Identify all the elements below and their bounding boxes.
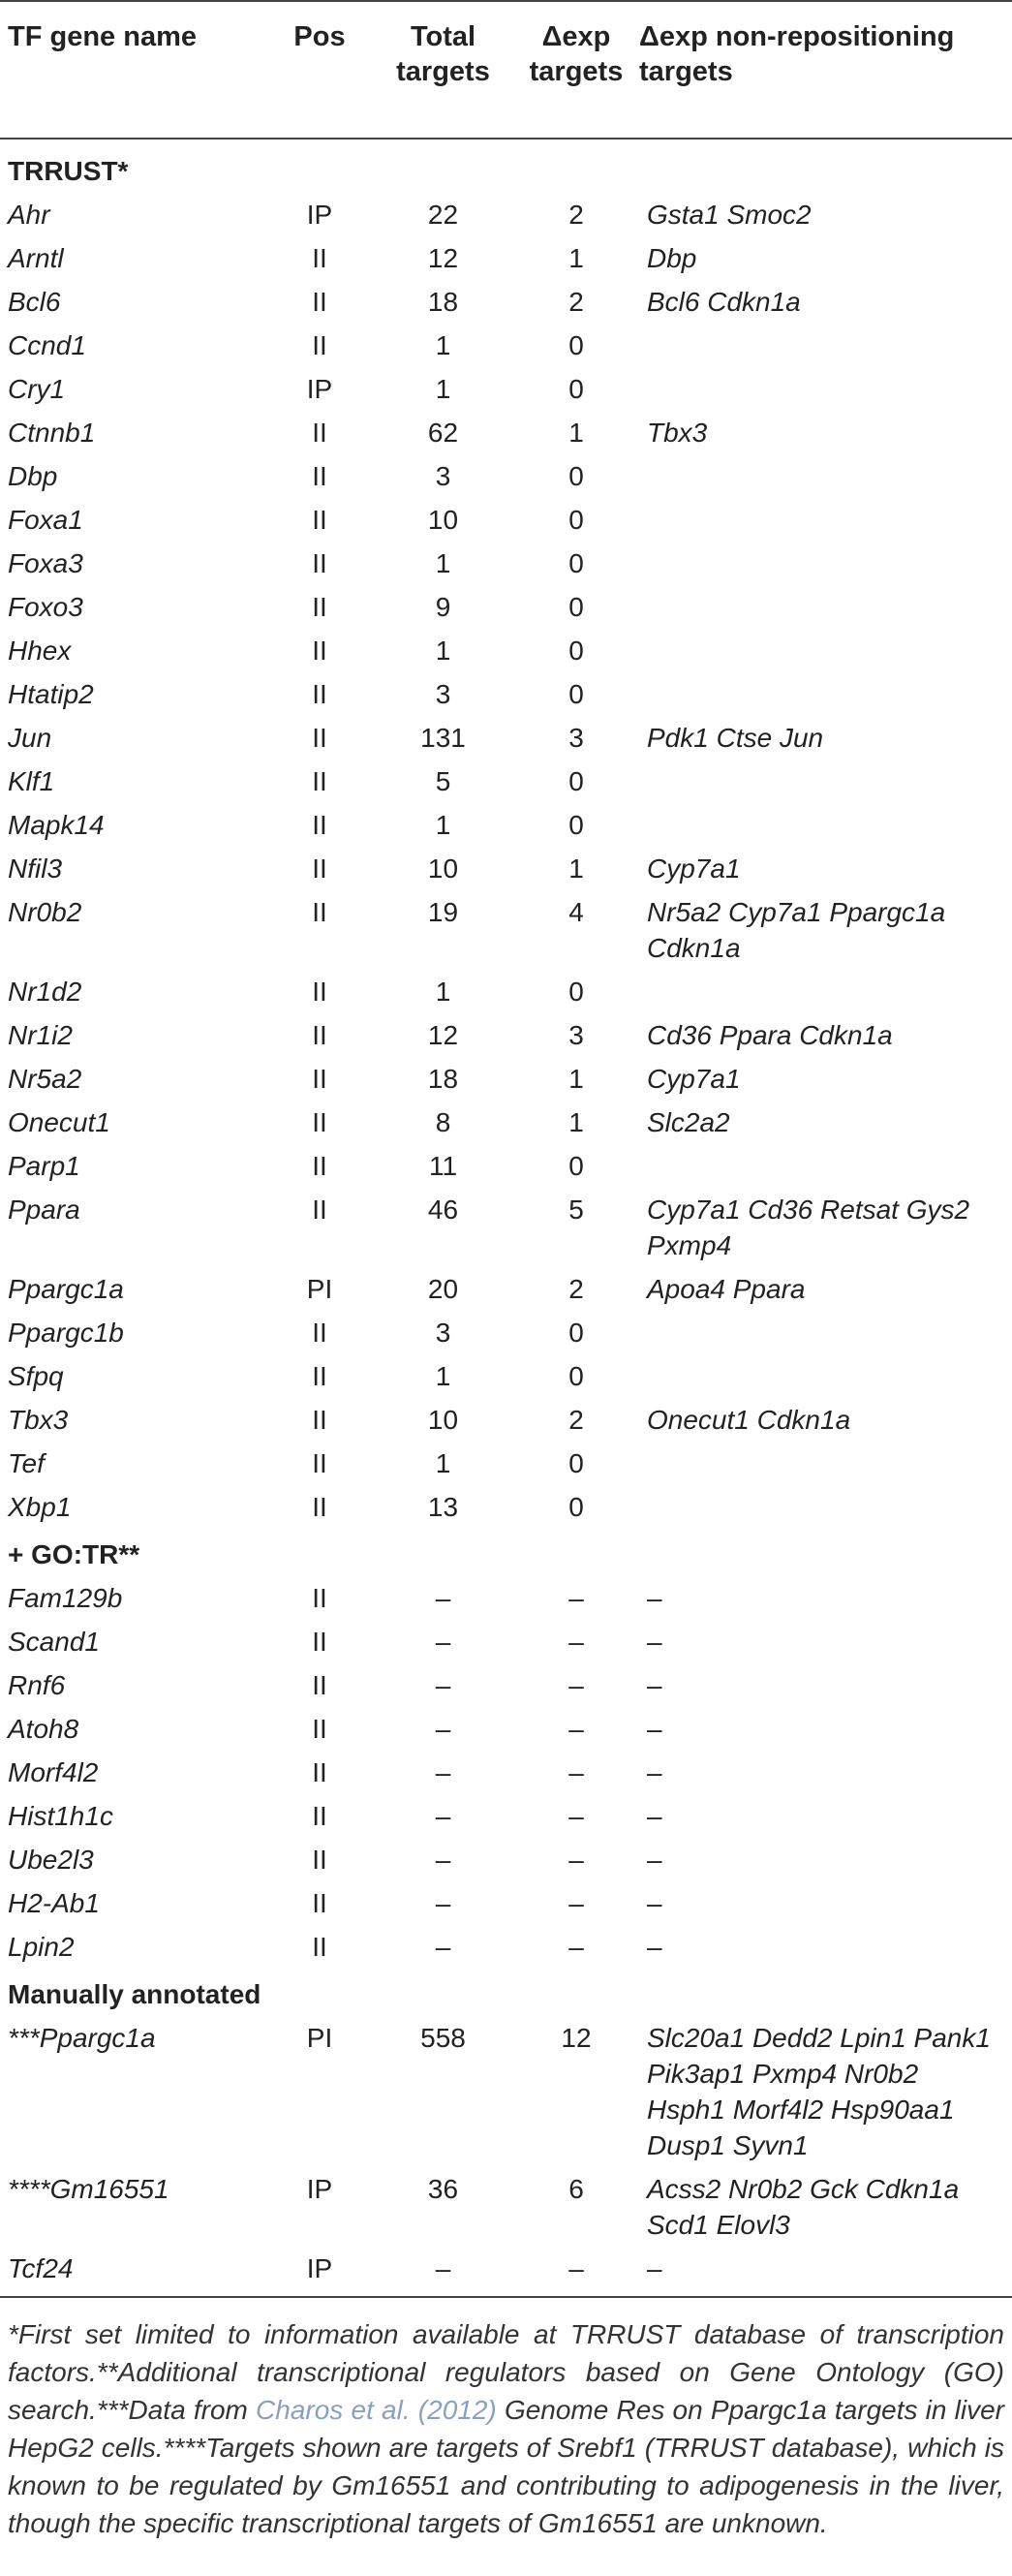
cell-pos: II [312,461,327,491]
cell-total-targets: 13 [427,1492,459,1522]
table-row [0,629,1012,672]
cell-tf-gene-name: Foxo3 [8,592,83,622]
table-row [0,1663,1012,1707]
table-row [0,1398,1012,1442]
cell-dexp-nonrepositioning-targets: Cyp7a1 [647,853,741,884]
table-row [0,847,1012,890]
section-title: + GO:TR** [8,1539,140,1569]
cell-total-targets: 3 [435,461,451,491]
cell-dexp-nonrepositioning-targets: Cd36 Ppara Cdkn1a [647,1020,893,1050]
cell-tf-gene-name: Dbp [8,461,58,491]
cell-total-targets: 1 [435,1448,451,1478]
table-row [0,498,1012,542]
cell-pos: II [312,1448,327,1478]
cell-pos: IP [306,2174,333,2204]
cell-dexp-targets: 0 [568,1361,584,1391]
cell-dexp-nonrepositioning-targets: – [647,1670,662,1700]
table-row [0,367,1012,411]
header-dexp-nonrepositioning-targets: Δexp non-repositioning targets [639,1,1012,139]
cell-tf-gene-name: Klf1 [8,766,55,796]
cell-dexp-nonrepositioning-targets [639,970,1012,1013]
cell-total-targets: – [435,1845,451,1875]
cell-pos: IP [306,374,333,404]
cell-total-targets: – [435,1714,451,1744]
cell-dexp-nonrepositioning-targets: – [647,1627,662,1657]
cell-dexp-nonrepositioning-targets: – [647,1801,662,1831]
cell-pos: II [312,1757,327,1787]
cell-dexp-targets: 1 [568,418,584,448]
table-row [0,1057,1012,1101]
cell-pos: II [312,243,327,273]
cell-pos: II [312,1583,327,1613]
cell-tf-gene-name: Ppargc1a [8,1274,124,1304]
table-row [0,716,1012,760]
table-row [0,760,1012,803]
cell-dexp-targets: – [568,1583,584,1613]
cell-pos: II [312,548,327,578]
cell-tf-gene-name: Nr5a2 [8,1064,82,1094]
cell-tf-gene-name: Arntl [8,243,64,273]
cell-dexp-nonrepositioning-targets: – [639,2247,1012,2297]
cell-dexp-nonrepositioning-targets: Acss2 Nr0b2 Gck Cdkn1a Scd1 Elovl3 [647,2174,960,2240]
cell-dexp-targets: 0 [568,1448,584,1478]
cell-tf-gene-name: Atoh8 [8,1714,79,1744]
table-row [0,585,1012,629]
section-header-row [0,1529,1012,1576]
cell-dexp-nonrepositioning-targets: Onecut1 Cdkn1a [647,1405,851,1435]
table-row [0,324,1012,367]
cell-dexp-nonrepositioning-targets [639,454,1012,498]
table-row [0,970,1012,1013]
cell-tf-gene-name: H2-Ab1 [8,1888,100,1918]
cell-dexp-targets: – [568,1845,584,1875]
table-row [0,1188,1012,1267]
cell-dexp-nonrepositioning-targets [639,629,1012,672]
table-row [0,1442,1012,1485]
table-row [0,280,1012,324]
cell-total-targets: – [435,1932,451,1962]
table-row [0,1794,1012,1838]
table-row [0,1881,1012,1925]
section-header-row [0,1969,1012,2016]
cell-dexp-targets: – [568,1627,584,1657]
cell-pos: II [312,1492,327,1522]
cell-dexp-targets: 0 [568,592,584,622]
footnote-reference-link[interactable]: Charos et al. (2012) [256,2395,497,2425]
cell-dexp-nonrepositioning-targets: Tbx3 [647,418,708,448]
cell-dexp-nonrepositioning-targets [639,1144,1012,1188]
cell-pos: II [312,1151,327,1181]
cell-pos: II [312,418,327,448]
cell-dexp-nonrepositioning-targets [639,367,1012,411]
cell-tf-gene-name: Cry1 [8,374,66,404]
table-body [0,139,1012,2297]
cell-pos: II [312,1405,327,1435]
cell-dexp-targets: 0 [568,766,584,796]
cell-tf-gene-name: Tcf24 [0,2247,266,2297]
cell-dexp-targets: – [568,1888,584,1918]
table-row [0,1144,1012,1188]
cell-total-targets: – [435,1757,451,1787]
header-tf-gene-name: TF gene name [0,1,266,139]
cell-dexp-targets: 0 [568,330,584,360]
cell-dexp-targets: 6 [568,2174,584,2204]
cell-dexp-nonrepositioning-targets: – [647,1714,662,1744]
cell-tf-gene-name: Htatip2 [8,679,94,709]
cell-dexp-targets: 2 [568,1405,584,1435]
cell-total-targets: 46 [427,1195,459,1225]
table-row [0,1101,1012,1144]
table-row [0,1485,1012,1529]
footnote-text-1: *First set limited to information available at TRRUST database of transcription factors.**Additional transcriptional regulators based on Gene Ontology (GO) search.***Data from [8,2319,1004,2425]
cell-dexp-nonrepositioning-targets: – [647,1757,662,1787]
table-row [0,890,1012,970]
cell-total-targets: 18 [427,287,459,317]
cell-total-targets: – [373,2247,513,2297]
cell-pos: II [312,1801,327,1831]
cell-dexp-targets: 0 [568,679,584,709]
cell-total-targets: 131 [420,723,466,753]
cell-dexp-nonrepositioning-targets [639,1354,1012,1398]
cell-dexp-nonrepositioning-targets: Dbp [647,243,697,273]
cell-dexp-nonrepositioning-targets: Slc2a2 [647,1107,730,1137]
cell-dexp-nonrepositioning-targets: Gsta1 Smoc2 [647,200,812,230]
cell-total-targets: 1 [435,636,451,666]
cell-tf-gene-name: Tbx3 [8,1405,69,1435]
cell-tf-gene-name: Onecut1 [8,1107,110,1137]
cell-tf-gene-name: Xbp1 [8,1492,72,1522]
table-row [0,1838,1012,1881]
cell-tf-gene-name: Hhex [8,636,72,666]
table-row [0,1707,1012,1751]
cell-tf-gene-name: Foxa1 [8,505,83,535]
table-row [0,672,1012,716]
table-row [0,1354,1012,1398]
cell-dexp-targets: 0 [568,1492,584,1522]
cell-dexp-targets: 1 [568,1107,584,1137]
table-row [0,2247,1012,2297]
cell-dexp-targets: 1 [568,1064,584,1094]
cell-dexp-nonrepositioning-targets: Pdk1 Ctse Jun [647,723,824,753]
cell-tf-gene-name: Ctnnb1 [8,418,96,448]
cell-tf-gene-name: Ppargc1b [8,1318,124,1348]
cell-dexp-targets: 0 [568,461,584,491]
cell-dexp-targets: – [568,1801,584,1831]
cell-pos: PI [306,2023,333,2053]
cell-dexp-targets: 1 [568,853,584,884]
cell-dexp-nonrepositioning-targets: – [647,1888,662,1918]
cell-tf-gene-name: Tef [8,1448,45,1478]
cell-dexp-nonrepositioning-targets [639,672,1012,716]
cell-tf-gene-name: Nr0b2 [8,897,82,927]
footnote-text-2: Genome Res on Ppargc1a targets in liver HepG2 cells.****Targets shown are targets of Srebf1 (TRRUST database), which is known to be regulated by Gm16551 and contributing to adipogenesis in the liver, though the specific transcriptional targets of Gm16551 are unknown. [8,2395,1004,2538]
table-row [0,193,1012,236]
table-row [0,1311,1012,1354]
cell-dexp-nonrepositioning-targets: Slc20a1 Dedd2 Lpin1 Pank1 Pik3ap1 Pxmp4 Nr0b2 Hsph1 Morf4l2 Hsp90aa1 Dusp1 Syvn1 [647,2023,991,2160]
cell-pos: II [312,766,327,796]
cell-pos: II [312,723,327,753]
cell-tf-gene-name: Fam129b [8,1583,123,1613]
cell-pos: II [312,1627,327,1657]
cell-pos: II [312,636,327,666]
cell-total-targets: 11 [428,1151,458,1181]
cell-dexp-targets: – [568,1757,584,1787]
cell-tf-gene-name: Ube2l3 [8,1845,94,1875]
cell-pos: IP [306,200,333,230]
cell-dexp-nonrepositioning-targets [639,803,1012,847]
cell-pos: II [312,853,327,884]
table-row [0,1925,1012,1969]
cell-pos: II [312,1845,327,1875]
cell-dexp-nonrepositioning-targets: Bcl6 Cdkn1a [647,287,801,317]
cell-total-targets: 12 [427,243,459,273]
table-row [0,454,1012,498]
cell-tf-gene-name: Scand1 [8,1627,100,1657]
cell-dexp-targets: – [568,1714,584,1744]
cell-tf-gene-name: ***Ppargc1a [8,2023,156,2053]
cell-dexp-nonrepositioning-targets [639,1311,1012,1354]
cell-dexp-targets: 0 [568,1151,584,1181]
cell-pos: II [312,330,327,360]
table-row [0,236,1012,280]
cell-dexp-targets: 0 [568,505,584,535]
cell-dexp-nonrepositioning-targets [639,1485,1012,1529]
cell-dexp-targets: 0 [568,977,584,1007]
cell-total-targets: 10 [427,1405,459,1435]
cell-pos: II [312,1361,327,1391]
cell-pos: II [312,287,327,317]
cell-tf-gene-name: ****Gm16551 [8,2174,169,2204]
cell-total-targets: 19 [427,897,459,927]
cell-pos: II [312,977,327,1007]
cell-total-targets: 558 [420,2023,466,2053]
cell-pos: PI [306,1274,333,1304]
cell-total-targets: 5 [435,766,451,796]
cell-total-targets: 36 [427,2174,459,2204]
cell-dexp-nonrepositioning-targets: – [647,1583,662,1613]
cell-total-targets: 3 [435,1318,451,1348]
cell-dexp-targets: 2 [568,200,584,230]
cell-pos: II [312,1195,327,1225]
cell-tf-gene-name: Ppara [8,1195,80,1225]
section-title: Manually annotated [8,1979,261,2009]
cell-total-targets: 1 [435,374,451,404]
cell-total-targets: 22 [427,200,459,230]
table-row [0,411,1012,454]
cell-dexp-nonrepositioning-targets: Apoa4 Ppara [647,1274,806,1304]
cell-tf-gene-name: Ccnd1 [8,330,86,360]
cell-dexp-targets: 12 [561,2023,592,2053]
cell-dexp-targets: 2 [568,287,584,317]
table-row [0,542,1012,585]
cell-pos: II [312,1670,327,1700]
cell-total-targets: – [435,1583,451,1613]
cell-pos: II [312,1064,327,1094]
section-title: TRRUST* [8,156,129,186]
cell-pos: II [312,1318,327,1348]
table-row [0,1751,1012,1794]
cell-dexp-targets: 0 [568,1318,584,1348]
cell-total-targets: 20 [427,1274,459,1304]
cell-dexp-nonrepositioning-targets: – [647,1845,662,1875]
cell-pos: II [312,1932,327,1962]
cell-tf-gene-name: Bcl6 [8,287,61,317]
cell-total-targets: – [435,1627,451,1657]
cell-dexp-targets: 3 [568,1020,584,1050]
header-pos: Pos [266,1,373,139]
cell-total-targets: 10 [427,505,459,535]
cell-dexp-nonrepositioning-targets: Nr5a2 Cyp7a1 Ppargc1a Cdkn1a [647,897,946,963]
cell-dexp-targets: 0 [568,548,584,578]
cell-total-targets: 1 [435,977,451,1007]
cell-total-targets: 1 [435,548,451,578]
cell-total-targets: 3 [435,679,451,709]
cell-tf-gene-name: Sfpq [8,1361,64,1391]
cell-dexp-targets: 3 [568,723,584,753]
cell-pos: II [312,1888,327,1918]
cell-pos: II [312,1714,327,1744]
cell-dexp-nonrepositioning-targets: – [647,1932,662,1962]
cell-tf-gene-name: Jun [8,723,52,753]
cell-total-targets: 18 [427,1064,459,1094]
cell-total-targets: 62 [427,418,459,448]
cell-tf-gene-name: Nfil3 [8,853,63,884]
cell-dexp-nonrepositioning-targets [639,324,1012,367]
cell-dexp-nonrepositioning-targets [639,498,1012,542]
cell-dexp-targets: 0 [568,810,584,840]
cell-dexp-targets: – [568,1670,584,1700]
table-footnote [0,2298,1012,2542]
cell-tf-gene-name: Nr1i2 [8,1020,73,1050]
cell-tf-gene-name: Rnf6 [8,1670,66,1700]
cell-tf-gene-name: Morf4l2 [8,1757,99,1787]
cell-total-targets: 1 [435,330,451,360]
cell-total-targets: 12 [427,1020,459,1050]
cell-dexp-nonrepositioning-targets [639,760,1012,803]
cell-pos: II [312,592,327,622]
cell-dexp-nonrepositioning-targets: Cyp7a1 Cd36 Retsat Gys2 Pxmp4 [647,1195,970,1260]
table-header [0,1,1012,139]
cell-total-targets: 9 [435,592,451,622]
cell-dexp-targets: 5 [568,1195,584,1225]
cell-tf-gene-name: Parp1 [8,1151,80,1181]
table-row [0,2167,1012,2247]
cell-pos: II [312,810,327,840]
cell-tf-gene-name: Ahr [8,200,50,230]
cell-pos: II [312,1020,327,1050]
cell-pos: IP [266,2247,373,2297]
cell-tf-gene-name: Mapk14 [8,810,105,840]
header-total-targets: Total targets [373,1,513,139]
table-row [0,1013,1012,1057]
cell-dexp-nonrepositioning-targets: Cyp7a1 [647,1064,741,1094]
table-row [0,1620,1012,1663]
cell-dexp-nonrepositioning-targets [639,1442,1012,1485]
cell-dexp-nonrepositioning-targets [639,585,1012,629]
cell-total-targets: – [435,1670,451,1700]
table-row [0,803,1012,847]
table-row [0,1576,1012,1620]
header-dexp-targets: Δexp targets [513,1,639,139]
cell-tf-gene-name: Hist1h1c [8,1801,113,1831]
table-row [0,1267,1012,1311]
cell-tf-gene-name: Nr1d2 [8,977,82,1007]
cell-dexp-targets: – [568,1932,584,1962]
cell-total-targets: – [435,1801,451,1831]
section-header-row [0,139,1012,193]
cell-total-targets: – [435,1888,451,1918]
cell-pos: II [312,505,327,535]
cell-pos: II [312,679,327,709]
cell-total-targets: 8 [435,1107,451,1137]
cell-total-targets: 10 [427,853,459,884]
cell-total-targets: 1 [435,810,451,840]
cell-dexp-nonrepositioning-targets [639,542,1012,585]
cell-dexp-targets: 0 [568,374,584,404]
cell-pos: II [312,1107,327,1137]
cell-pos: II [312,897,327,927]
cell-dexp-targets: 1 [568,243,584,273]
cell-tf-gene-name: Foxa3 [8,548,83,578]
cell-dexp-targets: 2 [568,1274,584,1304]
cell-total-targets: 1 [435,1361,451,1391]
cell-dexp-targets: 0 [568,636,584,666]
cell-dexp-targets: – [513,2247,639,2297]
cell-dexp-targets: 4 [568,897,584,927]
cell-tf-gene-name: Lpin2 [8,1932,75,1962]
table-row [0,2016,1012,2167]
